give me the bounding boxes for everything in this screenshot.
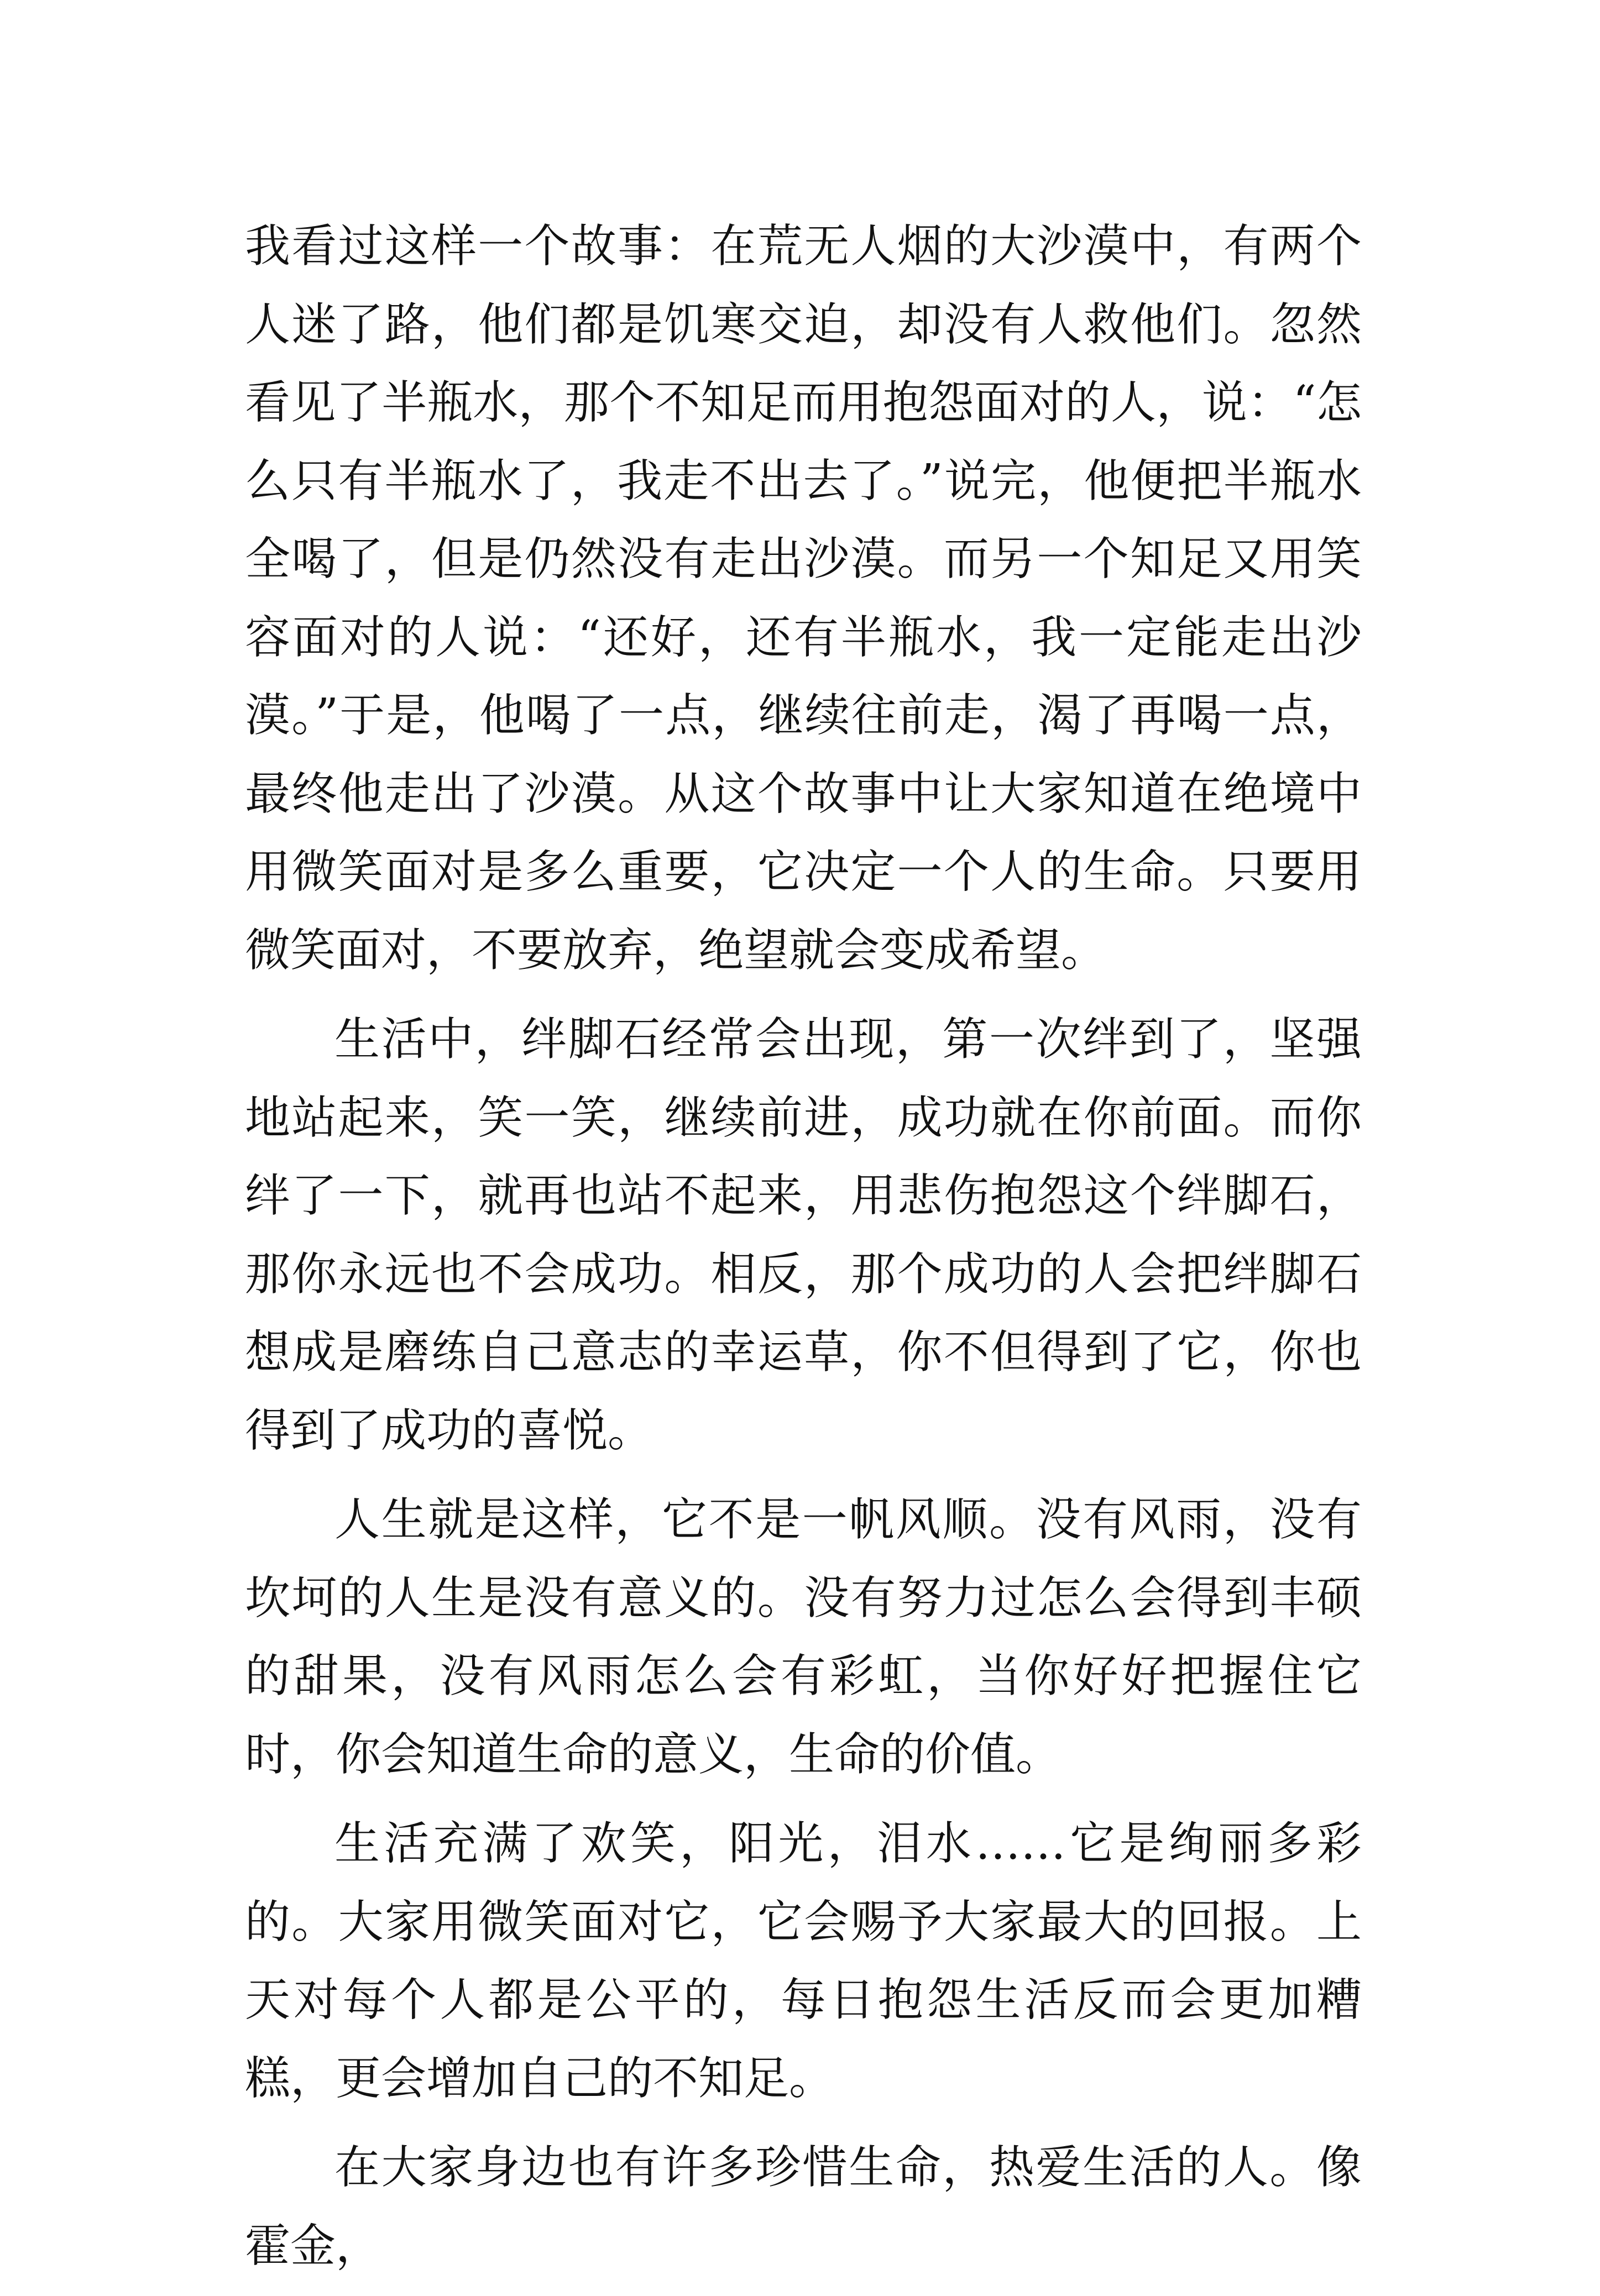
paragraph-4: 生活充满了欢笑，阳光，泪水……它是绚丽多彩的。大家用微笑面对它，它会赐予大家最大的回报。上天对每个人都是公平的，每日抱怨生活反而会更加糟糕，更会增加自己的不知足。	[245, 1817, 1362, 2105]
paragraph-5: 在大家身边也有许多珍惜生命，热爱生活的人。像霍金，	[245, 2141, 1362, 2272]
paragraph-1: 我看过这样一个故事：在荒无人烟的大沙漠中，有两个人迷了路，他们都是饥寒交迫，却没有人救他们。忽然看见了半瓶水，那个不知足而用抱怨面对的人，说：“怎么只有半瓶水了，我走不出去了。”说完，他便把半瓶水全喝了，但是仍然没有走出沙漠。而另一个知足又用笑容面对的人说：“还好，还有半瓶水，我一定能走出沙漠。”于是，他喝了一点，继续往前走，渴了再喝一点，最终他走出了沙漠。从这个故事中让大家知道在绝境中用微笑面对是多么重要，它决定一个人的生命。只要用微笑面对，不要放弃，绝望就会变成希望。	[245, 220, 1362, 977]
paragraph-2: 生活中，绊脚石经常会出现，第一次绊到了，坚强地站起来，笑一笑，继续前进，成功就在你前面。而你绊了一下，就再也站不起来，用悲伤抱怨这个绊脚石，那你永远也不会成功。相反，那个成功的人会把绊脚石想成是磨练自己意志的幸运草，你不但得到了它，你也得到了成功的喜悦。	[245, 1013, 1362, 1457]
document-body	[245, 207, 1362, 2296]
paragraph-3: 人生就是这样，它不是一帆风顺。没有风雨，没有坎坷的人生是没有意义的。没有努力过怎么会得到丰硕的甜果，没有风雨怎么会有彩虹，当你好好把握住它时，你会知道生命的意义，生命的价值。	[245, 1493, 1362, 1781]
